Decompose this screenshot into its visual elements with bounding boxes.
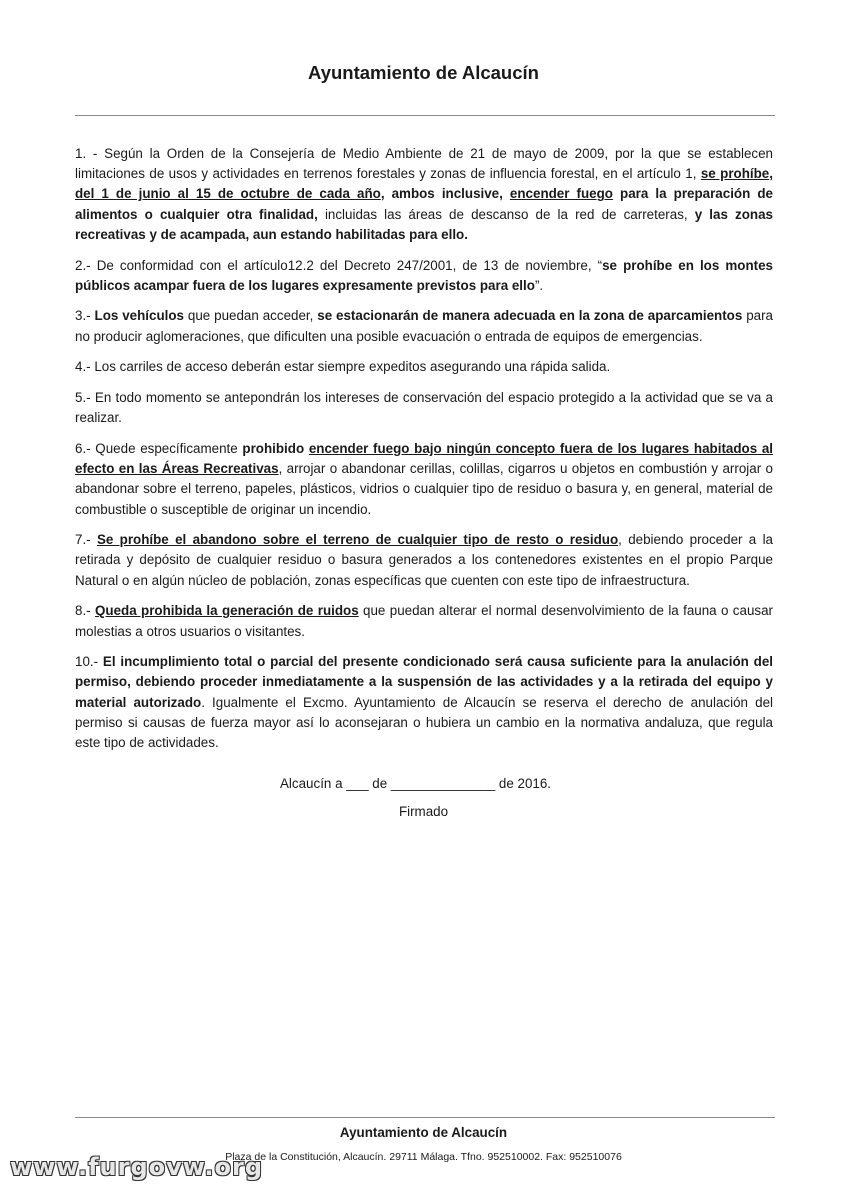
text-run: 7.- (75, 532, 97, 548)
paragraph (75, 530, 773, 591)
text-run: , arrojar o abandonar cerillas, colillas, cigarros u objetos en combustión y arrojar o abandonar sobre el terreno, papeles, plásticos, vidrios o cualquier tipo de residuo o basura y, en general, material de combustible o susceptible de originar un incendio. (75, 461, 773, 517)
watermark: www.furgovw.org (10, 1153, 264, 1181)
text-run: prohibido (242, 440, 305, 456)
text-run: para no producir aglomeraciones, que dificulten una posible evacuación o entrada de equipos de emergencias. (75, 308, 773, 344)
paragraph (75, 256, 773, 296)
text-run: Queda prohibida la generación de ruidos (95, 603, 359, 619)
text-run: Se prohíbe el abandono sobre el terreno de cualquier tipo de resto o residuo (96, 532, 619, 548)
text-run: se prohíbe (700, 166, 770, 182)
footer-address: Plaza de la Constitución, Alcaucín. 29711 Málaga. Tfno. 952510002. Fax: 952510076 (225, 1151, 622, 1163)
paragraph (75, 601, 773, 641)
text-run: 2.- De conformidad con el artículo12.2 del Decreto 247/2001, de 13 de noviembre, “ (75, 257, 603, 273)
text-run: encender fuego bajo ningún concepto fuera de los lugares habitados al efecto en las Áreas Recreativas (75, 440, 774, 477)
footer-title: Ayuntamiento de Alcaucín (339, 1125, 508, 1140)
text-run: ”. (534, 277, 544, 293)
text-run: 5.- En todo momento se antepondrán los intereses de conservación del espacio protegido a la actividad que se va a realizar. (75, 390, 773, 426)
document-body (75, 144, 773, 764)
paragraph (75, 144, 773, 245)
text-run: . Igualmente el Excmo. Ayuntamiento de Alcaucín se reserva el derecho de anulación del permiso si causas de fuerza mayor así lo aconsejaran o hubiera un cambio en la normativa andaluza, que regula este tipo de actividades. (75, 694, 773, 751)
signature-signed: Firmado (398, 804, 449, 819)
signature-place-date: Alcaucín a ___ de ______________ de 2016. (280, 776, 552, 791)
paragraph (75, 388, 773, 428)
text-run: del 1 de junio al 15 de octubre de cada año (75, 186, 381, 202)
paragraph (75, 357, 773, 377)
text-run: que puedan alterar el normal desenvolvimiento de la fauna o causar molestias a otros usuarios o visitantes. (75, 603, 773, 639)
text-run: 1. - Según la Orden de la Consejería de Medio Ambiente de 21 de mayo de 2009, por la que se establecen limitaciones de usos y actividades en terrenos forestales y zonas de influencia forestal, en el artículo 1, (75, 146, 773, 182)
paragraph (75, 439, 773, 520)
paragraph (75, 306, 773, 346)
text-run: , (769, 166, 773, 182)
text-run: incluidas las áreas de descanso de la red de carreteras, (317, 206, 695, 222)
text-run: Los vehículos (94, 308, 185, 324)
text-run: 10.- (75, 654, 103, 670)
paragraph (75, 652, 773, 753)
text-run: , debiendo proceder a la retirada y depósito de cualquier residuo o basura generados a los contenedores existentes en el propio Parque Natural o en algún núcleo de población, zonas específicas que cuenten con este tipo de infraestructura. (75, 532, 773, 588)
text-run: encender fuego (509, 186, 613, 202)
text-run: que puedan acceder, (184, 308, 318, 324)
text-run: , ambos inclusive, (380, 186, 510, 202)
text-run: 4.- Los carriles de acceso deberán estar siempre expeditos asegurando una rápida salida. (75, 359, 611, 375)
text-run: 6.- Quede específicamente (75, 440, 243, 456)
footer-divider (75, 1117, 775, 1118)
text-run: El incumplimiento total o parcial del presente condicionado será causa suficiente para la anulación del permiso, debiendo proceder inmediatamente a la suspensión de las actividades y a la retirada del equipo y material autorizado (75, 654, 773, 710)
text-run: para la preparación de alimentos o cualquier otra finalidad, (75, 186, 773, 222)
text-run: 3.- (75, 308, 95, 324)
page-title: Ayuntamiento de Alcaucín (308, 62, 539, 83)
header-divider (75, 115, 775, 116)
text-run: 8.- (75, 603, 95, 619)
text-run: se estacionarán de manera adecuada en la zona de aparcamientos (317, 308, 743, 324)
text-run: y las zonas recreativas y de acampada, aun estando habilitadas para ello. (75, 206, 774, 242)
text-run: se prohíbe en los montes públicos acampar fuera de los lugares expresamente previstos para ello (75, 257, 773, 293)
